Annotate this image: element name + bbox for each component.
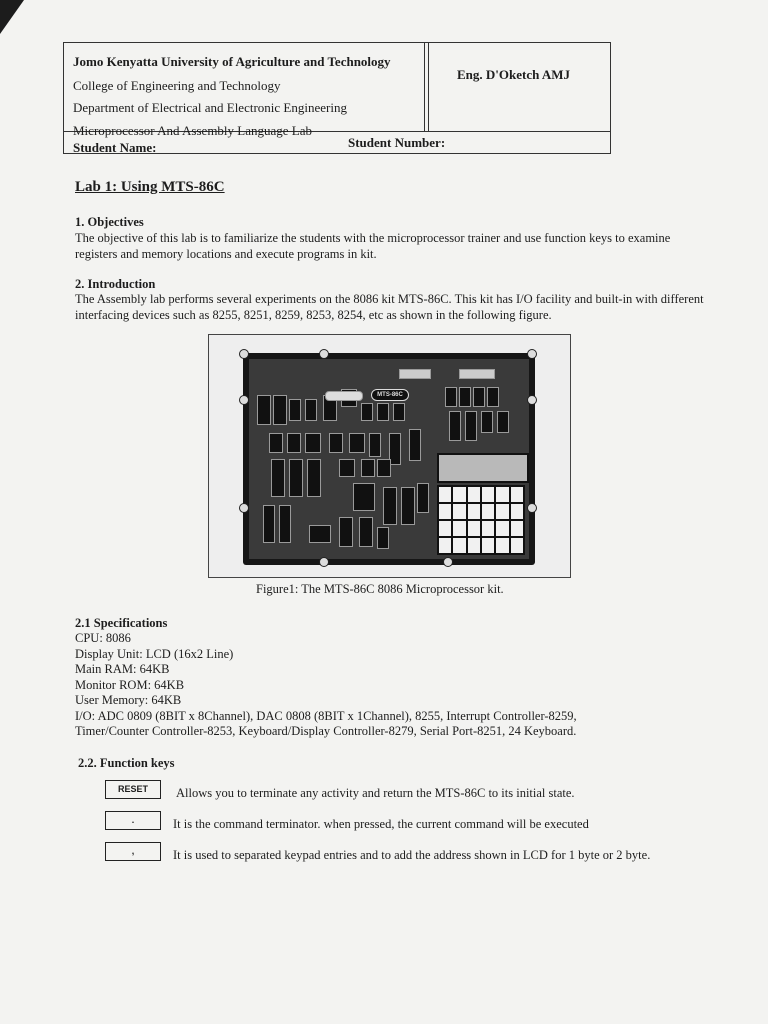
- introduction-body: The Assembly lab performs several experiments on the 8086 kit MTS-86C. This kit has I/O facility and built-in with different interfacing devices such as 8255, 8251, 8259, 8253, 8254, etc as shown in the following figure.: [75, 292, 704, 322]
- spec-item: Display Unit: LCD (16x2 Line): [75, 647, 234, 661]
- spec-item: User Memory: 64KB: [75, 693, 182, 707]
- objectives-body: The objective of this lab is to familiarize the students with the microprocessor trainer and use function keys to examine registers and memory locations and execute programs in kit.: [75, 231, 671, 261]
- figure-caption: Figure1: The MTS-86C 8086 Microprocessor kit.: [256, 582, 504, 596]
- trainer-board-image: [243, 353, 535, 565]
- function-keys-heading: 2.2. Function keys: [78, 756, 175, 770]
- page-corner: [0, 0, 24, 34]
- college-name: College of Engineering and Technology: [73, 78, 281, 93]
- spec-item: CPU: 8086: [75, 631, 131, 645]
- header-divider: [428, 43, 429, 131]
- period-key-description: It is the command terminator. when pressed, the current command will be executed: [173, 817, 589, 831]
- spec-item: Main RAM: 64KB: [75, 662, 170, 676]
- spec-item: I/O: ADC 0809 (8BIT x 8Channel), DAC 0808 (8BIT x 1Channel), 8255, Interrupt Controller-8259,: [75, 709, 577, 723]
- spec-item: Timer/Counter Controller-8253, Keyboard/Display Controller-8279, Serial Port-8251, 24 Keyboard.: [75, 724, 577, 738]
- lab-title: Lab 1: Using MTS-86C: [75, 179, 225, 195]
- board-label: MTS-86C: [371, 389, 409, 401]
- department-name: Department of Electrical and Electronic Engineering: [73, 100, 347, 115]
- keypad: [437, 485, 525, 555]
- instructor-name: Eng. D'Oketch AMJ: [457, 67, 571, 82]
- trainer-kit-figure: [208, 334, 571, 578]
- introduction-heading: 2. Introduction: [75, 277, 156, 291]
- period-key: .: [105, 811, 161, 830]
- lcd-display: [437, 453, 529, 483]
- specifications-heading: 2.1 Specifications: [75, 616, 168, 630]
- course-name: Microprocessor And Assembly Language Lab: [73, 123, 313, 138]
- spec-item: Monitor ROM: 64KB: [75, 678, 185, 692]
- university-name: Jomo Kenyatta University of Agriculture and Technology: [73, 54, 391, 69]
- header-table: [63, 42, 611, 154]
- student-number-label: Student Number:: [348, 135, 446, 150]
- reset-key-description: Allows you to terminate any activity and return the MTS-86C to its initial state.: [176, 786, 575, 800]
- reset-key: RESET: [105, 780, 161, 799]
- comma-key: ,: [105, 842, 161, 861]
- objectives-heading: 1. Objectives: [75, 215, 144, 229]
- comma-key-description: It is used to separated keypad entries and to add the address shown in LCD for 1 byte or 2 byte.: [173, 848, 651, 862]
- student-name-label: Student Name:: [73, 140, 157, 155]
- header-divider: [424, 43, 425, 131]
